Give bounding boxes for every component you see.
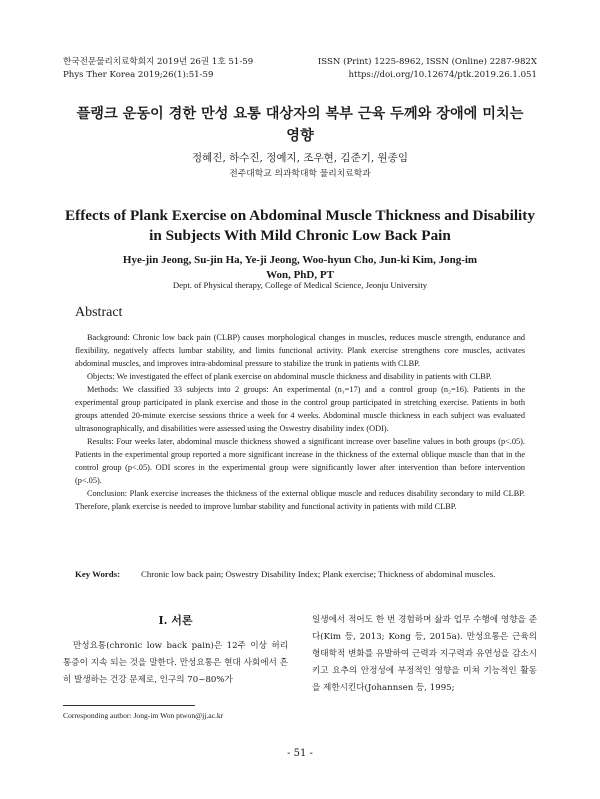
- korean-authors: 정혜진, 하수진, 정예지, 조우현, 김준기, 원종임: [192, 152, 408, 164]
- abstract-heading: Abstract: [75, 305, 123, 320]
- abstract-objects: Objects: We investigated the effect of plank exercise on abdominal muscle thickness and disability in patients with CLBP.: [87, 372, 492, 381]
- intro-paragraph-right: 일생에서 적어도 한 번 경험하며 삶과 업무 수행에 영향을 준다(Kim 등, 2013; Kong 등, 2015a). 만성요통은 근육의 형태학적 변화를 유발하여 근력과 지구력과 유연성을 감소시키고 요추의 안정성에 부정적인 영향을 미쳐 기능적인 활동을 제한시킨다(Johannsen 등, 1995;: [312, 615, 537, 693]
- abstract-results: Results: Four weeks later, abdominal muscle thickness showed a significant increase over baseline values in both groups (p<.05). Patients in the experimental group reported a more significant increase in the thickness of the external oblique muscle than that in the control group (p<.05). ODI scores in the experimental group were significantly lower after intervention than before intervention (p<.05).: [75, 437, 525, 485]
- journal-header-right: [318, 56, 537, 82]
- journal-header-left: [63, 56, 253, 82]
- journal-citation-english: Phys Ther Korea 2019;26(1):51-59: [63, 70, 214, 80]
- doi-link[interactable]: https://doi.org/10.12674/ptk.2019.26.1.051: [348, 70, 537, 80]
- footnote-divider: [63, 705, 195, 706]
- page-number: - 51 -: [287, 748, 313, 759]
- journal-citation-korean: 한국전문물리치료학회지 2019년 26권 1호 51-59: [63, 57, 254, 67]
- intro-paragraph-left: 만성요통(chronic low back pain)은 12주 이상 허리 통증이 지속 되는 것을 말한다. 만성요통은 현대 사회에서 흔히 발생하는 건강 문제로, 인구의 70~80%가: [63, 641, 288, 685]
- abstract-conclusion: Conclusion: Plank exercise increases the thickness of the external oblique muscle and reduces disability secondary to mild CLBP. Therefore, plank exercise is needed to improve lumbar stability and functional activity in patients with mild CLBP.: [75, 489, 525, 511]
- korean-affiliation: 전주대학교 의과학대학 물리치료학과: [229, 169, 371, 179]
- section-heading-introduction: Ⅰ. 서론: [158, 614, 193, 627]
- english-authors: Hye-jin Jeong, Su-jin Ha, Ye-ji Jeong, Woo-hyun Cho, Jun-ki Kim, Jong-im Won, PhD, PT: [122, 254, 478, 281]
- abstract-body: [75, 331, 525, 513]
- english-affiliation: Dept. of Physical therapy, College of Medical Science, Jeonju University: [172, 280, 428, 290]
- keywords-label: Key Words:: [75, 569, 121, 579]
- issn-line: ISSN (Print) 1225-8962, ISSN (Online) 2287-982X: [317, 57, 537, 67]
- body-column-right: [312, 612, 537, 697]
- corresponding-author-footnote: Corresponding author: Jong-im Won ptwon@jj.ac.kr: [63, 711, 224, 720]
- body-column-left: [63, 612, 288, 689]
- abstract-methods: Methods: We classified 33 subjects into 2 groups: An experimental (n₁=17) and a control group (n₂=16). Patients in the experimental group participated in plank exercise and those in the control group participated in stretching exercise. Patients in both groups attended 20-minute exercise sessions thrice a week for 4 weeks. Abdominal muscle thickness in each subject was evaluated ultrasonographically, and disabilities were assessed using the Oswestry disability index (ODI).: [75, 385, 525, 433]
- keywords-text: Chronic low back pain; Oswestry Disability Index; Plank exercise; Thickness of abdominal muscles.: [141, 569, 496, 579]
- abstract-background: Background: Chronic low back pain (CLBP) causes morphological changes in muscles, reduces muscle strength, endurance and flexibility, negatively affects lumbar stability, and limits functional activity. Plank exercise strengthens core muscles, activates abdominal muscles, and improves intra-abdominal pressure to stabilize the trunk in patients with CLBP.: [75, 333, 525, 368]
- english-title: Effects of Plank Exercise on Abdominal Muscle Thickness and Disability in Subjects With Mild Chronic Low Back Pain: [65, 207, 535, 244]
- korean-title: 플랭크 운동이 경한 만성 요통 대상자의 복부 근육 두께와 장애에 미치는 영향: [76, 106, 524, 144]
